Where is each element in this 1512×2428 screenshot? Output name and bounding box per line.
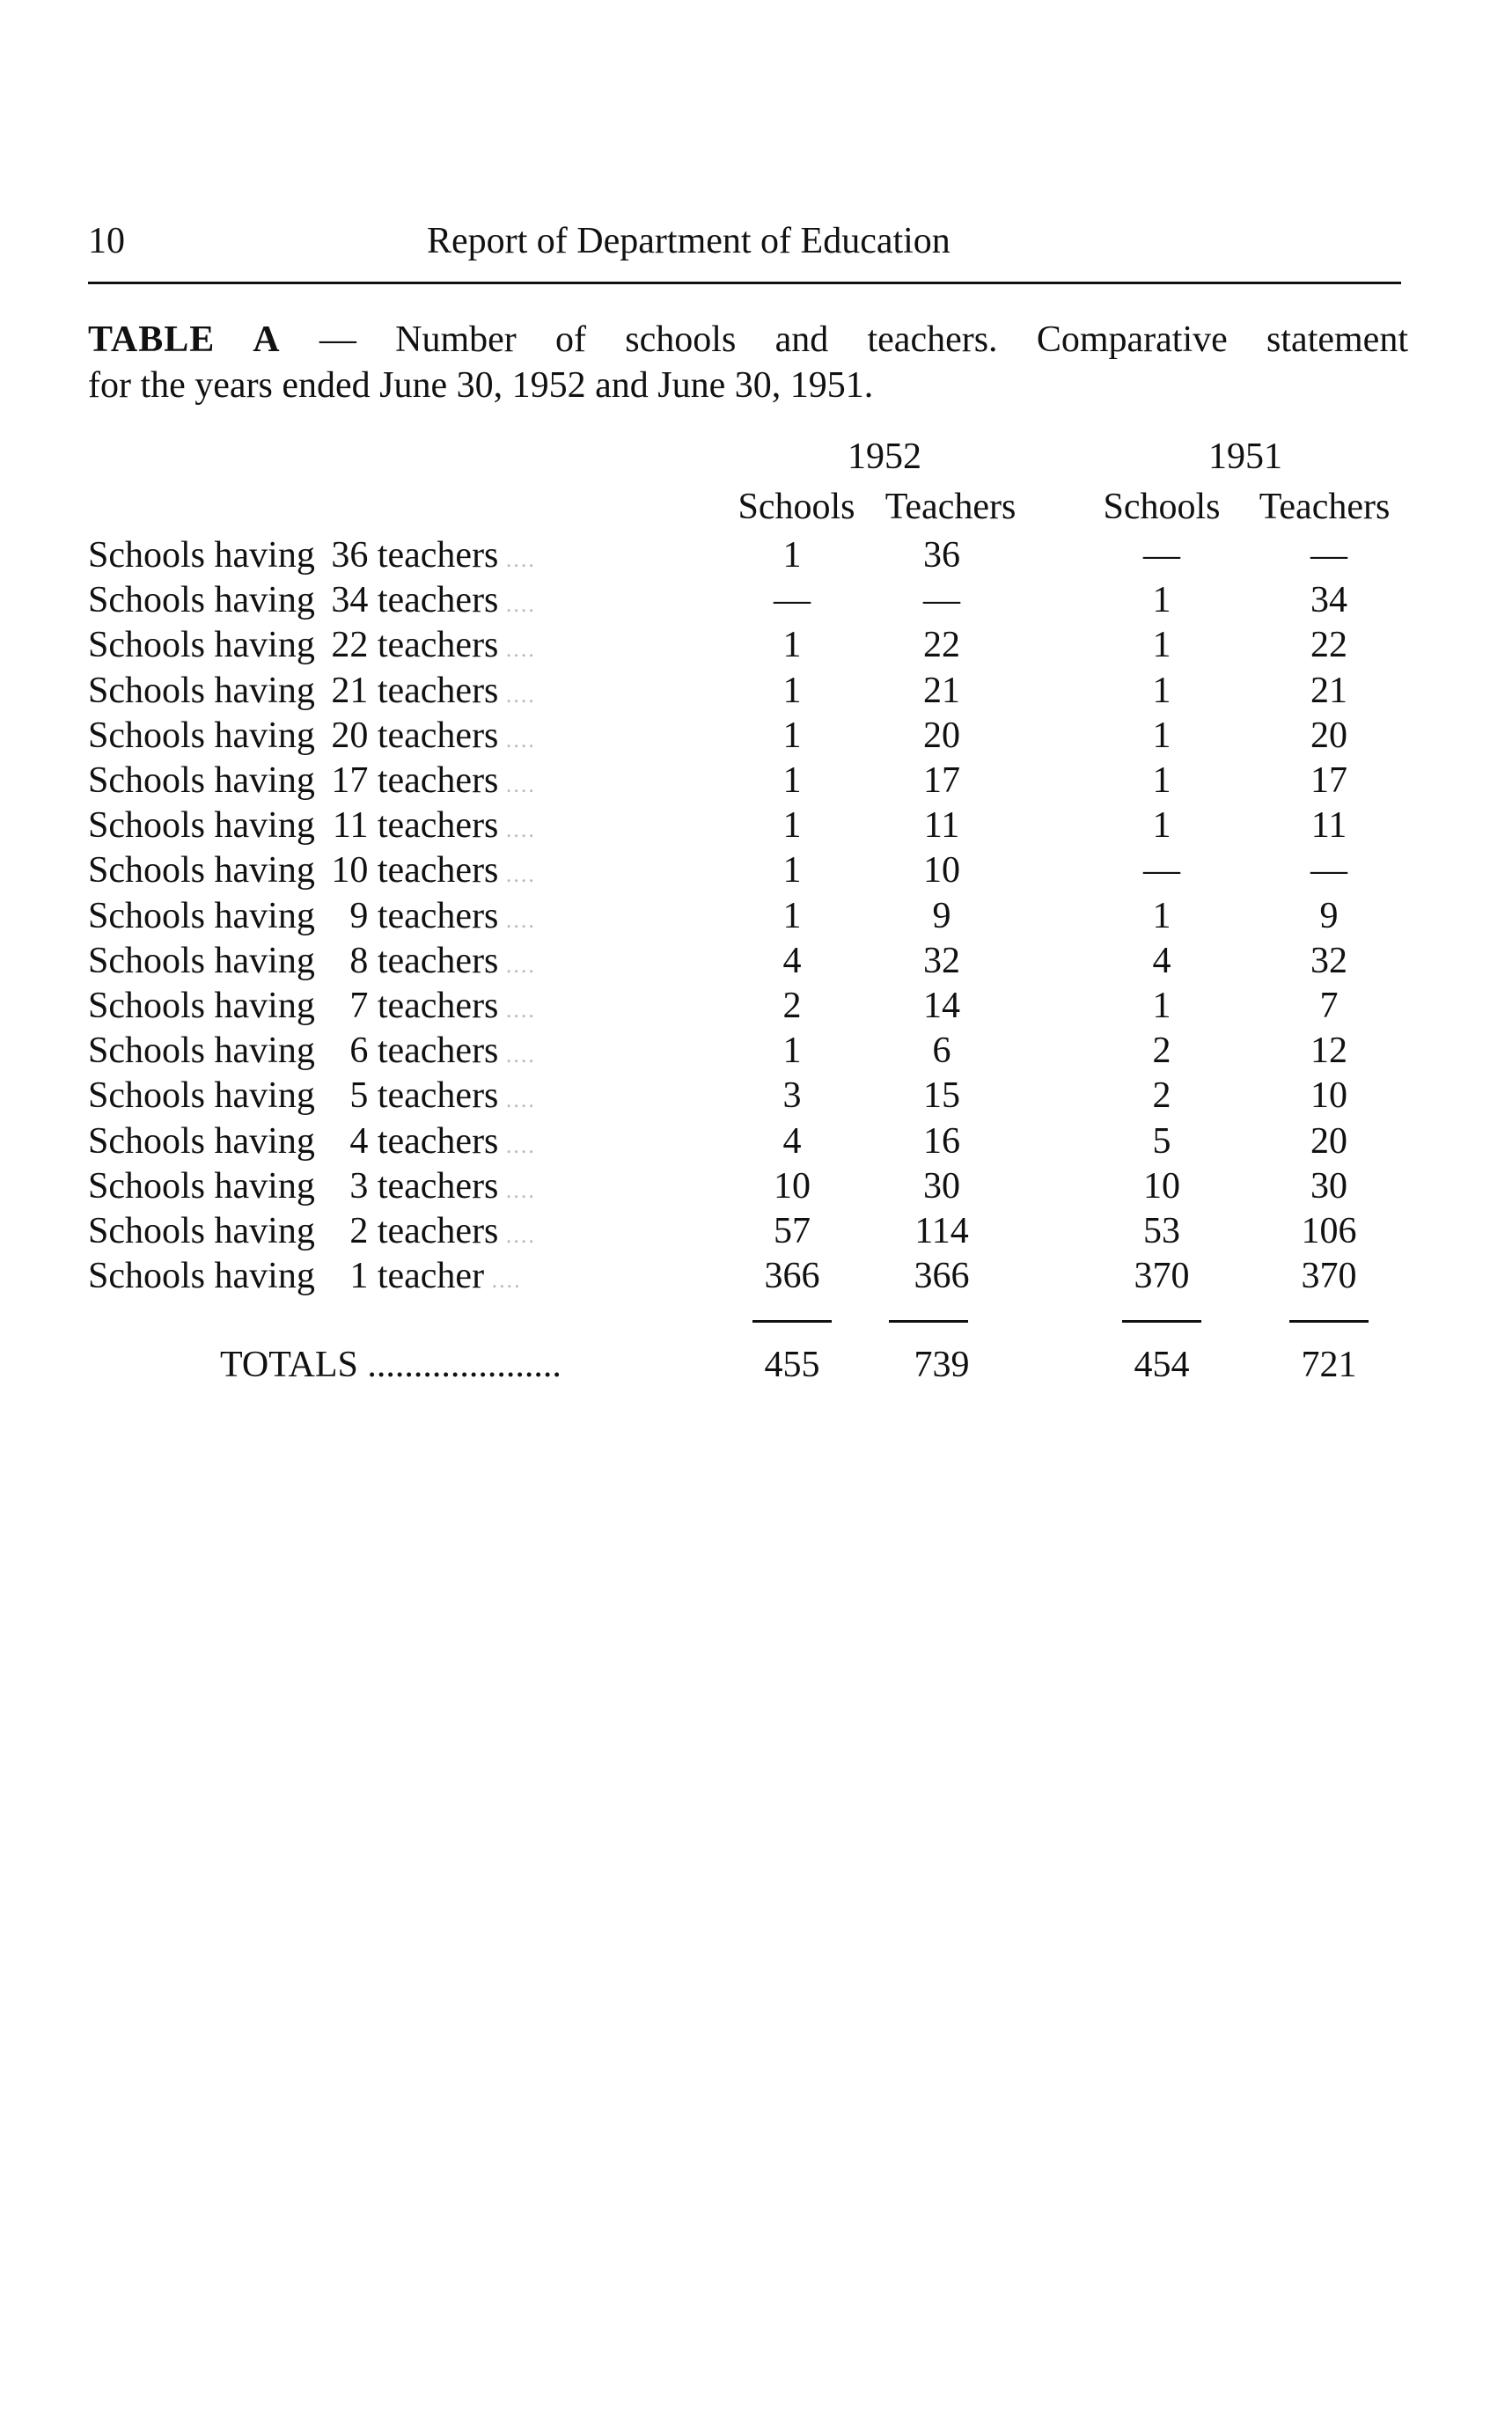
cell-teachers-1952: 10 [923, 850, 960, 891]
row-label [88, 1255, 522, 1297]
cell-teachers-1951: 34 [1310, 580, 1347, 621]
row-teacher-count: 11 [332, 805, 369, 847]
total-teachers-1951: 721 [1301, 1345, 1357, 1385]
leader-dots: .... [498, 862, 536, 888]
leader-dots: .... [498, 1042, 536, 1068]
total-schools-1952: 455 [764, 1345, 820, 1385]
cell-schools-1952: 1 [782, 805, 802, 847]
cell-teachers-1952: 30 [923, 1165, 960, 1207]
cell-teachers-1952: 16 [923, 1120, 960, 1162]
row-unit: teachers [377, 1031, 499, 1072]
cell-teachers-1952: 114 [914, 1211, 969, 1251]
row-teacher-count: 9 [349, 895, 369, 936]
cell-schools-1951: 1 [1152, 625, 1171, 666]
row-prefix: Schools having [88, 850, 315, 891]
total-rule-teachers-1952 [889, 1320, 968, 1323]
totals-label [220, 1344, 561, 1386]
year-header-1951: 1951 [1208, 436, 1282, 477]
row-unit: teachers [377, 895, 499, 936]
row-teacher-count: 4 [349, 1120, 369, 1162]
cell-schools-1952: 1 [782, 760, 802, 801]
row-label [88, 1075, 536, 1117]
cell-teachers-1952: 17 [923, 760, 960, 801]
table-row [0, 579, 1512, 624]
leader-dots: .... [498, 997, 536, 1023]
cell-schools-1952: 57 [774, 1211, 811, 1251]
caption-line-2: for the years ended June 30, 1952 and June 30, 1951. [88, 365, 874, 406]
row-prefix: Schools having [88, 895, 315, 936]
total-schools-1951: 454 [1134, 1345, 1190, 1385]
cell-teachers-1951: 17 [1310, 760, 1347, 801]
leader-dots: .... [498, 681, 536, 708]
row-unit: teacher [377, 1256, 485, 1297]
table-row [0, 985, 1512, 1030]
row-teacher-count: 10 [331, 850, 369, 891]
cell-teachers-1952: — [923, 580, 960, 621]
cell-schools-1952: 1 [782, 625, 802, 666]
cell-schools-1951: 1 [1152, 986, 1171, 1026]
row-teacher-count: 2 [349, 1211, 369, 1251]
table-row [0, 849, 1512, 894]
cell-teachers-1951: 22 [1310, 625, 1347, 666]
row-teacher-count: 22 [331, 625, 369, 666]
table-row [0, 624, 1512, 669]
cell-teachers-1952: 9 [932, 895, 951, 936]
leader-dots: .... [498, 636, 536, 663]
row-prefix: Schools having [88, 625, 315, 666]
cell-schools-1951: 1 [1152, 895, 1171, 936]
cell-schools-1951: 2 [1152, 1031, 1171, 1072]
cell-schools-1951: 10 [1143, 1165, 1180, 1207]
row-label [88, 804, 536, 847]
leader-dots: ..................... [357, 1345, 561, 1385]
leader-dots: .... [498, 1087, 536, 1113]
row-unit: teachers [377, 1075, 499, 1117]
table-row [0, 670, 1512, 715]
totals-row [0, 1344, 1512, 1389]
leader-dots: .... [484, 1267, 522, 1294]
row-prefix: Schools having [88, 805, 315, 847]
row-unit: teachers [377, 805, 499, 847]
cell-teachers-1952: 366 [914, 1256, 970, 1297]
row-unit: teachers [377, 1211, 499, 1251]
cell-schools-1951: 2 [1152, 1075, 1171, 1117]
cell-teachers-1951: 32 [1310, 940, 1347, 981]
row-teacher-count: 7 [349, 986, 369, 1026]
column-header-teachers-1952: Teachers [884, 487, 1017, 527]
cell-teachers-1952: 21 [923, 670, 960, 711]
year-header-1952: 1952 [848, 436, 921, 477]
row-unit: teachers [377, 670, 499, 711]
leader-dots: .... [498, 591, 536, 618]
row-prefix: Schools having [88, 715, 315, 756]
cell-schools-1951: — [1143, 535, 1180, 576]
cell-schools-1951: — [1143, 850, 1180, 891]
row-teacher-count: 1 [349, 1256, 369, 1297]
row-teacher-count: 17 [331, 760, 369, 801]
row-teacher-count: 20 [331, 715, 369, 756]
cell-teachers-1951: — [1310, 535, 1347, 576]
row-unit: teachers [377, 625, 499, 666]
column-header-schools-1951: Schools [1103, 487, 1221, 527]
leader-dots: .... [498, 817, 536, 843]
row-unit: teachers [377, 535, 499, 576]
row-teacher-count: 5 [349, 1075, 369, 1117]
row-unit: teachers [377, 986, 499, 1026]
row-label [88, 624, 536, 666]
cell-teachers-1951: 7 [1319, 986, 1339, 1026]
table-row [0, 759, 1512, 804]
cell-teachers-1951: 10 [1310, 1075, 1347, 1117]
column-header-teachers-1951: Teachers [1259, 487, 1391, 527]
row-prefix: Schools having [88, 535, 315, 576]
leader-dots: .... [498, 1177, 536, 1203]
table-row [0, 1075, 1512, 1119]
row-unit: teachers [377, 1165, 499, 1207]
table-row [0, 804, 1512, 849]
row-teacher-count: 21 [331, 670, 369, 711]
leader-dots: .... [498, 1132, 536, 1158]
cell-teachers-1951: — [1310, 850, 1347, 891]
caption-dash: — [319, 319, 356, 360]
cell-teachers-1951: 11 [1310, 805, 1347, 847]
cell-teachers-1951: 30 [1310, 1165, 1347, 1207]
total-rule-schools-1952 [752, 1320, 832, 1323]
row-label [88, 759, 536, 802]
cell-schools-1952: — [774, 580, 811, 621]
row-prefix: Schools having [88, 1120, 315, 1162]
cell-schools-1952: 10 [774, 1165, 811, 1207]
row-prefix: Schools having [88, 760, 315, 801]
leader-dots: .... [498, 951, 536, 978]
cell-schools-1952: 4 [782, 940, 802, 981]
row-unit: teachers [377, 580, 499, 621]
table-row [0, 1120, 1512, 1165]
row-label [88, 715, 536, 757]
table-row [0, 1165, 1512, 1210]
row-label [88, 1120, 536, 1163]
cell-schools-1952: 366 [764, 1256, 820, 1297]
row-unit: teachers [377, 940, 499, 981]
leader-dots: .... [498, 772, 536, 797]
cell-schools-1951: 5 [1152, 1120, 1171, 1162]
row-prefix: Schools having [88, 1165, 315, 1207]
cell-schools-1952: 1 [782, 895, 802, 936]
row-label [88, 670, 536, 712]
cell-teachers-1952: 20 [923, 715, 960, 756]
cell-schools-1951: 1 [1152, 760, 1171, 801]
cell-teachers-1951: 21 [1310, 670, 1347, 711]
row-teacher-count: 8 [349, 940, 369, 981]
leader-dots: .... [498, 546, 536, 572]
table-label: TABLE A [88, 319, 281, 360]
row-teacher-count: 36 [331, 535, 369, 576]
row-prefix: Schools having [88, 940, 315, 981]
row-unit: teachers [377, 715, 499, 756]
row-prefix: Schools having [88, 986, 315, 1026]
table-row [0, 1255, 1512, 1300]
running-title: Report of Department of Education [427, 221, 951, 261]
table-row [0, 940, 1512, 985]
row-unit: teachers [377, 1120, 499, 1162]
row-label [88, 940, 536, 982]
row-unit: teachers [377, 760, 499, 801]
cell-teachers-1952: 15 [923, 1075, 960, 1117]
cell-teachers-1951: 20 [1310, 1120, 1347, 1162]
row-teacher-count: 34 [331, 580, 369, 621]
table-row [0, 715, 1512, 759]
leader-dots: .... [498, 906, 536, 933]
cell-teachers-1951: 12 [1310, 1031, 1347, 1072]
cell-schools-1952: 1 [782, 715, 802, 756]
cell-schools-1952: 3 [782, 1075, 802, 1117]
cell-schools-1951: 1 [1152, 715, 1171, 756]
row-teacher-count: 6 [349, 1031, 369, 1072]
cell-teachers-1952: 32 [923, 940, 960, 981]
caption-text-1: Number of schools and teachers. Comparative statement [395, 319, 1408, 360]
cell-schools-1952: 1 [782, 850, 802, 891]
row-label [88, 1030, 536, 1072]
row-prefix: Schools having [88, 1211, 315, 1251]
leader-dots: .... [498, 1222, 536, 1248]
cell-schools-1951: 53 [1143, 1211, 1180, 1251]
table-row [0, 534, 1512, 579]
cell-teachers-1951: 9 [1319, 895, 1339, 936]
leader-dots: .... [498, 726, 536, 752]
cell-teachers-1952: 11 [923, 805, 960, 847]
cell-schools-1952: 4 [782, 1120, 802, 1162]
totals-label-text: TOTALS [220, 1345, 358, 1385]
cell-teachers-1952: 14 [923, 986, 960, 1026]
cell-schools-1951: 1 [1152, 805, 1171, 847]
row-label [88, 579, 536, 621]
cell-teachers-1952: 6 [932, 1031, 951, 1072]
cell-teachers-1951: 106 [1301, 1211, 1357, 1251]
row-unit: teachers [377, 850, 499, 891]
row-prefix: Schools having [88, 1075, 315, 1117]
cell-schools-1952: 2 [782, 986, 802, 1026]
cell-teachers-1951: 370 [1301, 1256, 1357, 1297]
page-number: 10 [88, 221, 125, 261]
cell-teachers-1952: 22 [923, 625, 960, 666]
row-prefix: Schools having [88, 1256, 315, 1297]
table-row [0, 1210, 1512, 1255]
row-prefix: Schools having [88, 1031, 315, 1072]
total-rule-schools-1951 [1122, 1320, 1201, 1323]
cell-teachers-1952: 36 [923, 535, 960, 576]
row-label [88, 1165, 536, 1207]
cell-schools-1952: 1 [782, 670, 802, 711]
row-label [88, 1210, 536, 1252]
cell-schools-1951: 370 [1134, 1256, 1190, 1297]
cell-schools-1952: 1 [782, 535, 802, 576]
row-label [88, 985, 536, 1027]
row-label [88, 534, 536, 576]
row-prefix: Schools having [88, 670, 315, 711]
cell-schools-1951: 4 [1152, 940, 1171, 981]
cell-teachers-1951: 20 [1310, 715, 1347, 756]
cell-schools-1952: 1 [782, 1031, 802, 1072]
total-rule-teachers-1951 [1289, 1320, 1369, 1323]
table-row [0, 895, 1512, 940]
cell-schools-1951: 1 [1152, 670, 1171, 711]
column-header-schools-1952: Schools [738, 487, 855, 527]
row-label [88, 849, 536, 891]
row-teacher-count: 3 [349, 1165, 369, 1207]
row-label [88, 895, 536, 937]
table-row [0, 1030, 1512, 1075]
cell-schools-1951: 1 [1152, 580, 1171, 621]
row-prefix: Schools having [88, 580, 315, 621]
total-teachers-1952: 739 [914, 1345, 970, 1385]
